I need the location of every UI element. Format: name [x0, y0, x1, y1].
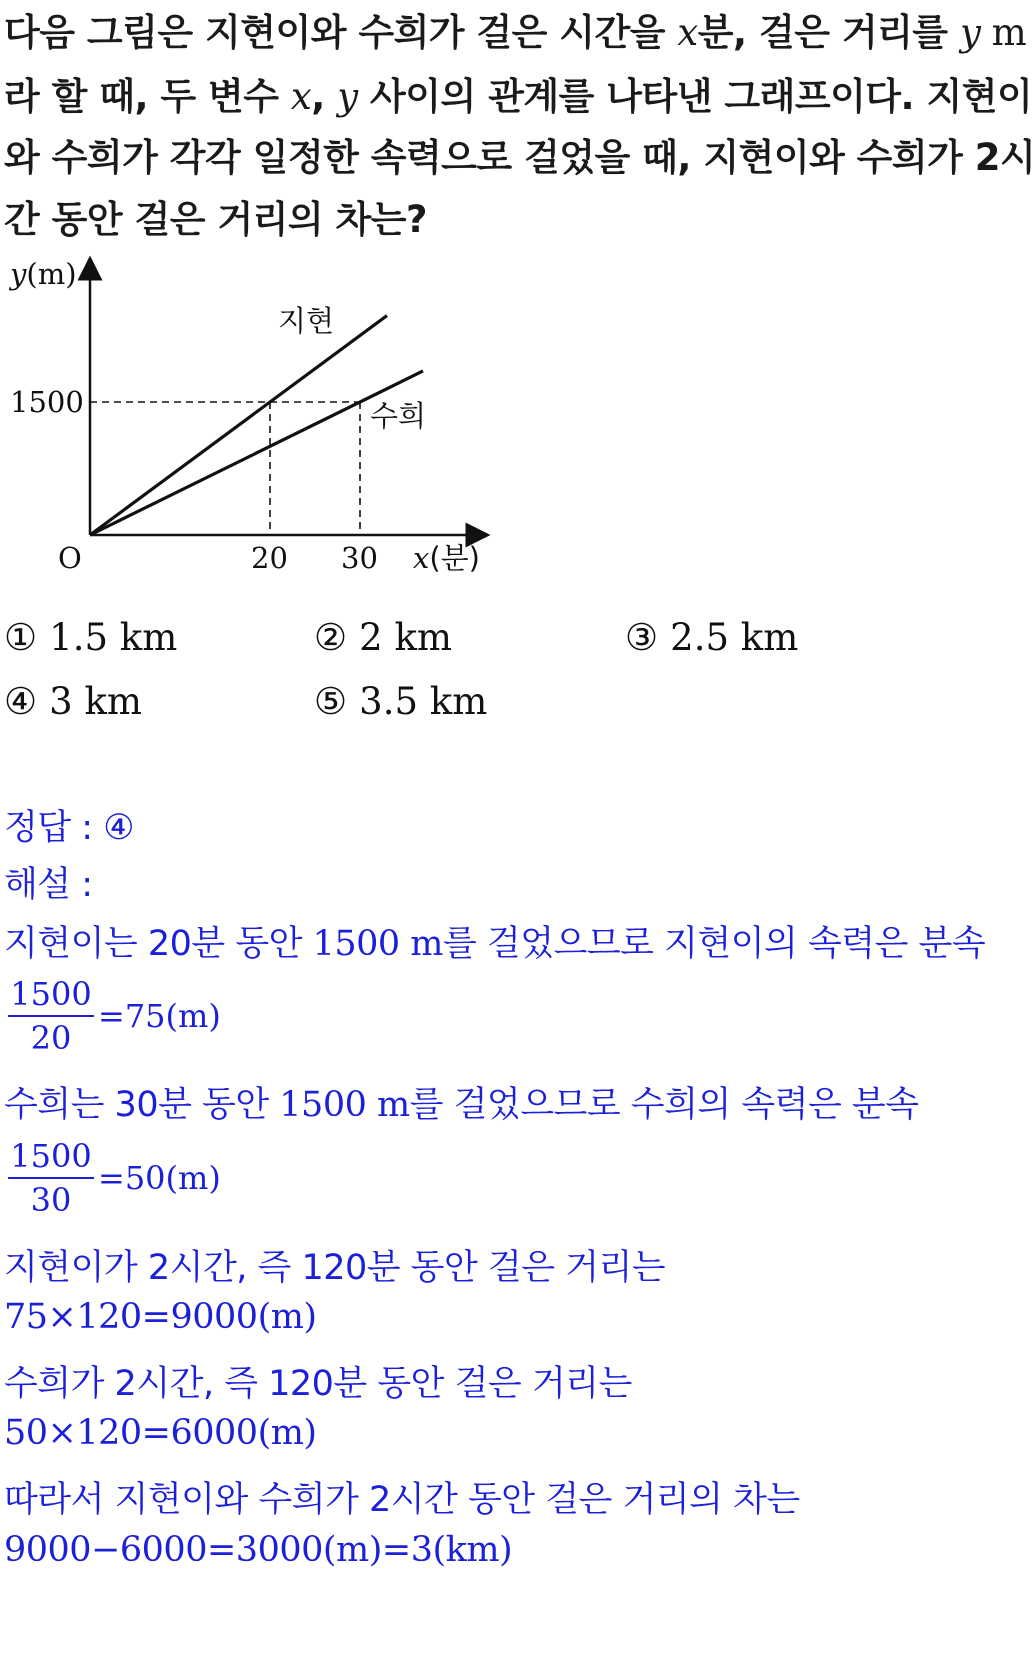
- var-y: y: [959, 11, 981, 54]
- series-line-jihyun: [90, 316, 387, 535]
- var-y: y: [337, 75, 358, 118]
- explanation-equation: 75×120=9000(m): [4, 1297, 317, 1337]
- choice-number: ①: [4, 616, 38, 659]
- fraction-bar: [8, 1177, 94, 1179]
- fraction-expression: [8, 1137, 328, 1221]
- distance-time-graph: [0, 250, 520, 590]
- choice-4[interactable]: [4, 680, 142, 723]
- choice-value: 3.5 km: [359, 680, 488, 723]
- explanation-line: 수희가 2시간, 즉 120분 동안 걸은 거리는: [4, 1364, 632, 1404]
- choice-number: ②: [314, 616, 348, 659]
- explanation-line: [4, 1077, 919, 1127]
- comma: ,: [311, 75, 338, 118]
- explanation-text: 수희는 30분 동안: [4, 1085, 280, 1125]
- x-axis-label: x(분): [413, 541, 481, 575]
- y-axis-label: y(m): [10, 257, 77, 291]
- question-line-2: [4, 66, 1032, 120]
- x-tick-label: 20: [251, 541, 288, 575]
- choice-number: ③: [625, 616, 659, 659]
- var-x: x: [290, 75, 312, 118]
- fraction-result: =75(m): [98, 997, 221, 1035]
- x-tick-label: 30: [341, 541, 378, 575]
- fraction-denominator: 30: [30, 1181, 72, 1219]
- fraction-numerator: 1500: [10, 975, 92, 1013]
- fraction-bar: [8, 1015, 94, 1017]
- question-text: 다음 그림은 지현이와 수희가 걸은 시간을: [4, 11, 678, 54]
- series-label-suhee: 수희: [370, 399, 427, 433]
- origin-label: O: [58, 541, 82, 575]
- choice-value: 2.5 km: [670, 616, 799, 659]
- choice-5[interactable]: [314, 680, 487, 723]
- series-line-suhee: [90, 371, 423, 535]
- explanation-value: 1500 m: [312, 924, 443, 964]
- var-x: x: [677, 11, 698, 54]
- explanation-line: [4, 916, 985, 966]
- choice-1[interactable]: [4, 616, 177, 659]
- question-line-3: 와 수희가 각각 일정한 속력으로 걸었을 때, 지현이와 수희가 2시: [4, 136, 1035, 179]
- choice-value: 2 km: [359, 616, 452, 659]
- question-text: 분, 걸은 거리를: [697, 11, 960, 54]
- choice-2[interactable]: [314, 616, 452, 659]
- explanation-equation: 9000−6000=3000(m)=3(km): [4, 1530, 513, 1570]
- fraction-numerator: 1500: [10, 1137, 92, 1175]
- choice-value: 1.5 km: [49, 616, 178, 659]
- answer-label: 정답 : ④: [4, 808, 135, 848]
- explanation-equation: 50×120=6000(m): [4, 1413, 317, 1453]
- choice-number: ④: [4, 680, 38, 723]
- fraction-result: =50(m): [98, 1159, 221, 1197]
- question-line-4: 간 동안 걸은 거리의 차는?: [4, 198, 427, 241]
- choice-number: ⑤: [314, 680, 348, 723]
- explanation-label: 해설 :: [4, 865, 93, 905]
- choice-value: 3 km: [49, 680, 142, 723]
- question-line-1: [4, 2, 1026, 56]
- series-label-jihyun: 지현: [278, 304, 335, 338]
- unit-m: m: [980, 11, 1027, 54]
- explanation-text: 지현이는 20분 동안: [4, 924, 313, 964]
- explanation-line: 따라서 지현이와 수희가 2시간 동안 걸은 거리의 차는: [4, 1480, 800, 1520]
- question-text: 라 할 때, 두 변수: [4, 75, 291, 118]
- explanation-text: 를 걸었으므로 지현이의 속력은 분속: [442, 924, 986, 964]
- explanation-value: 1500 m: [279, 1085, 410, 1125]
- y-tick-label: 1500: [10, 385, 84, 419]
- question-text: 사이의 관계를 나타낸 그래프이다. 지현이: [357, 75, 1033, 118]
- choice-3[interactable]: [625, 616, 798, 659]
- explanation-line: 지현이가 2시간, 즉 120분 동안 걸은 거리는: [4, 1248, 666, 1288]
- fraction-denominator: 20: [30, 1019, 72, 1057]
- explanation-text: 를 걸었으므로 수희의 속력은 분속: [409, 1085, 919, 1125]
- fraction-expression: [8, 975, 328, 1059]
